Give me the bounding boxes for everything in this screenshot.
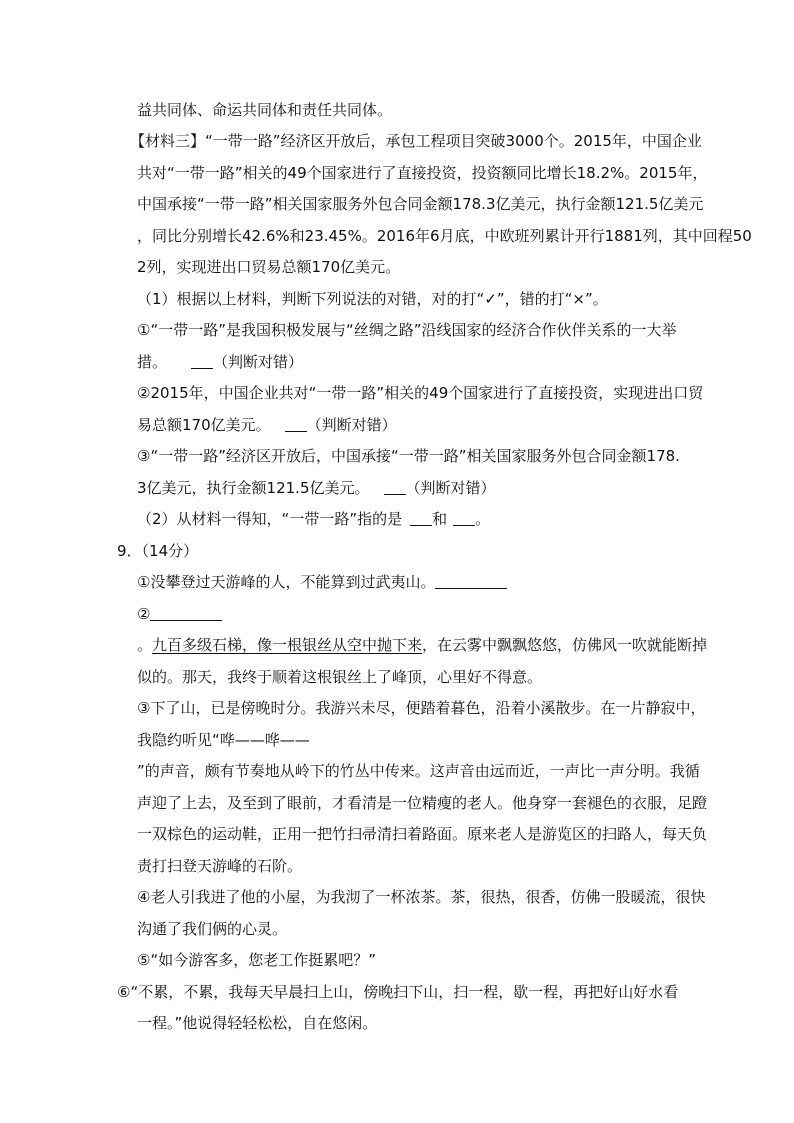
answer-blank-6[interactable] bbox=[435, 573, 507, 589]
statement-1-answer-line: 措。 （判断对错） bbox=[137, 353, 304, 371]
passage-line: 似的。那天，我终于顺着这根银丝上了峰顶，心里好不得意。 bbox=[137, 668, 543, 686]
answer-blank-2[interactable] bbox=[285, 416, 307, 432]
material-three-tag: 【材料三】 bbox=[130, 132, 206, 150]
passage-line: ”的声音，颇有节奏地从岭下的竹丛中传来。这声音由远而近，一声比一声分明。我循 bbox=[137, 762, 700, 780]
answer-blank-1[interactable] bbox=[191, 353, 213, 369]
statement-2: ②2015年，中国企业共对“一带一路”相关的49个国家进行了直接投资，实现进出口贸 bbox=[137, 384, 704, 402]
question-1-prompt: （1）根据以上材料，判断下列说法的对错，对的打“✓”，错的打“×”。 bbox=[137, 290, 608, 308]
answer-blank-3[interactable] bbox=[384, 479, 406, 495]
passage-para-2: 。九百多级石梯，像一根银丝从空中抛下来，在云雾中飘飘悠悠，仿佛风一吹就能断掉 bbox=[137, 636, 708, 654]
passage-line: 责打扫登天游峰的石阶。 bbox=[137, 857, 303, 875]
statement-2-answer-line: 易总额170亿美元。 （判断对错） bbox=[137, 416, 397, 434]
answer-blank-4[interactable] bbox=[410, 510, 432, 526]
passage-para-5: ⑤“如今游客多，您老工作挺累吧？” bbox=[137, 951, 376, 969]
material-two-ending: 益共同体、命运共同体和责任共同体。 bbox=[137, 101, 393, 119]
passage-para-4: ④老人引我进了他的小屋，为我沏了一杯浓茶。茶，很热，很香，仿佛一股暖流，很快 bbox=[137, 888, 706, 906]
material-three-line bbox=[130, 131, 702, 151]
material-three-line: 2列，实现进出口贸易总额170亿美元。 bbox=[137, 258, 401, 276]
passage-line: 声迎了上去，及至到了眼前，才看清是一位精瘦的老人。他身穿一套褪色的衣服，足蹬 bbox=[137, 794, 708, 812]
passage-line: 一双棕色的运动鞋，正用一把竹扫帚清扫着路面。原来老人是游览区的扫路人，每天负 bbox=[137, 825, 708, 843]
statement-1: ①“一带一路”是我国积极发展与“丝绸之路”沿线国家的经济合作伙伴关系的一大举 bbox=[137, 321, 677, 339]
material-three-text: “一带一路”经济区开放后，承包工程项目突破3000个。2015年，中国企业 bbox=[205, 132, 702, 150]
passage-line: 我隐约听见“哗——哗—— bbox=[137, 731, 310, 749]
material-three-line: 中国承接“一带一路”相关国家服务外包合同金额178.3亿美元，执行金额121.5亿美元 bbox=[137, 195, 704, 213]
answer-blank-7[interactable] bbox=[150, 605, 222, 621]
passage-para-2-marker: ② bbox=[137, 604, 222, 624]
passage-para-1: ①没攀登过天游峰的人，不能算到过武夷山。 bbox=[137, 572, 507, 592]
passage-line: 一程。”他说得轻轻松松，自在悠闲。 bbox=[137, 1014, 378, 1032]
underlined-sentence: 九百多级石梯，像一根银丝从空中抛下来 bbox=[152, 636, 423, 654]
passage-para-3: ③下了山，已是傍晚时分。我游兴未尽，便踏着暮色，沿着小溪散步。在一片静寂中， bbox=[137, 699, 706, 717]
question-9-heading: 9．（14分） bbox=[117, 542, 199, 560]
passage-line: 沟通了我们俩的心灵。 bbox=[137, 920, 288, 938]
material-three-line: ，同比分别增长42.6%和23.45%。2016年6月底，中欧班列累计开行1881列，其中回程50 bbox=[137, 227, 752, 245]
answer-blank-5[interactable] bbox=[453, 510, 475, 526]
statement-3: ③“一带一路”经济区开放后，中国承接“一带一路”相关国家服务外包合同金额178. bbox=[137, 447, 680, 465]
statement-3-answer-line: 3亿美元，执行金额121.5亿美元。 （判断对错） bbox=[137, 479, 496, 497]
question-2-line: （2）从材料一得知，“一带一路”指的是 和 。 bbox=[137, 510, 491, 528]
passage-para-6: ⑥“不累，不累，我每天早晨扫上山，傍晚扫下山，扫一程，歇一程，再把好山好水看 bbox=[117, 983, 679, 1001]
material-three-line: 共对“一带一路”相关的49个国家进行了直接投资，投资额同比增长18.2%。2015年， bbox=[137, 164, 708, 182]
